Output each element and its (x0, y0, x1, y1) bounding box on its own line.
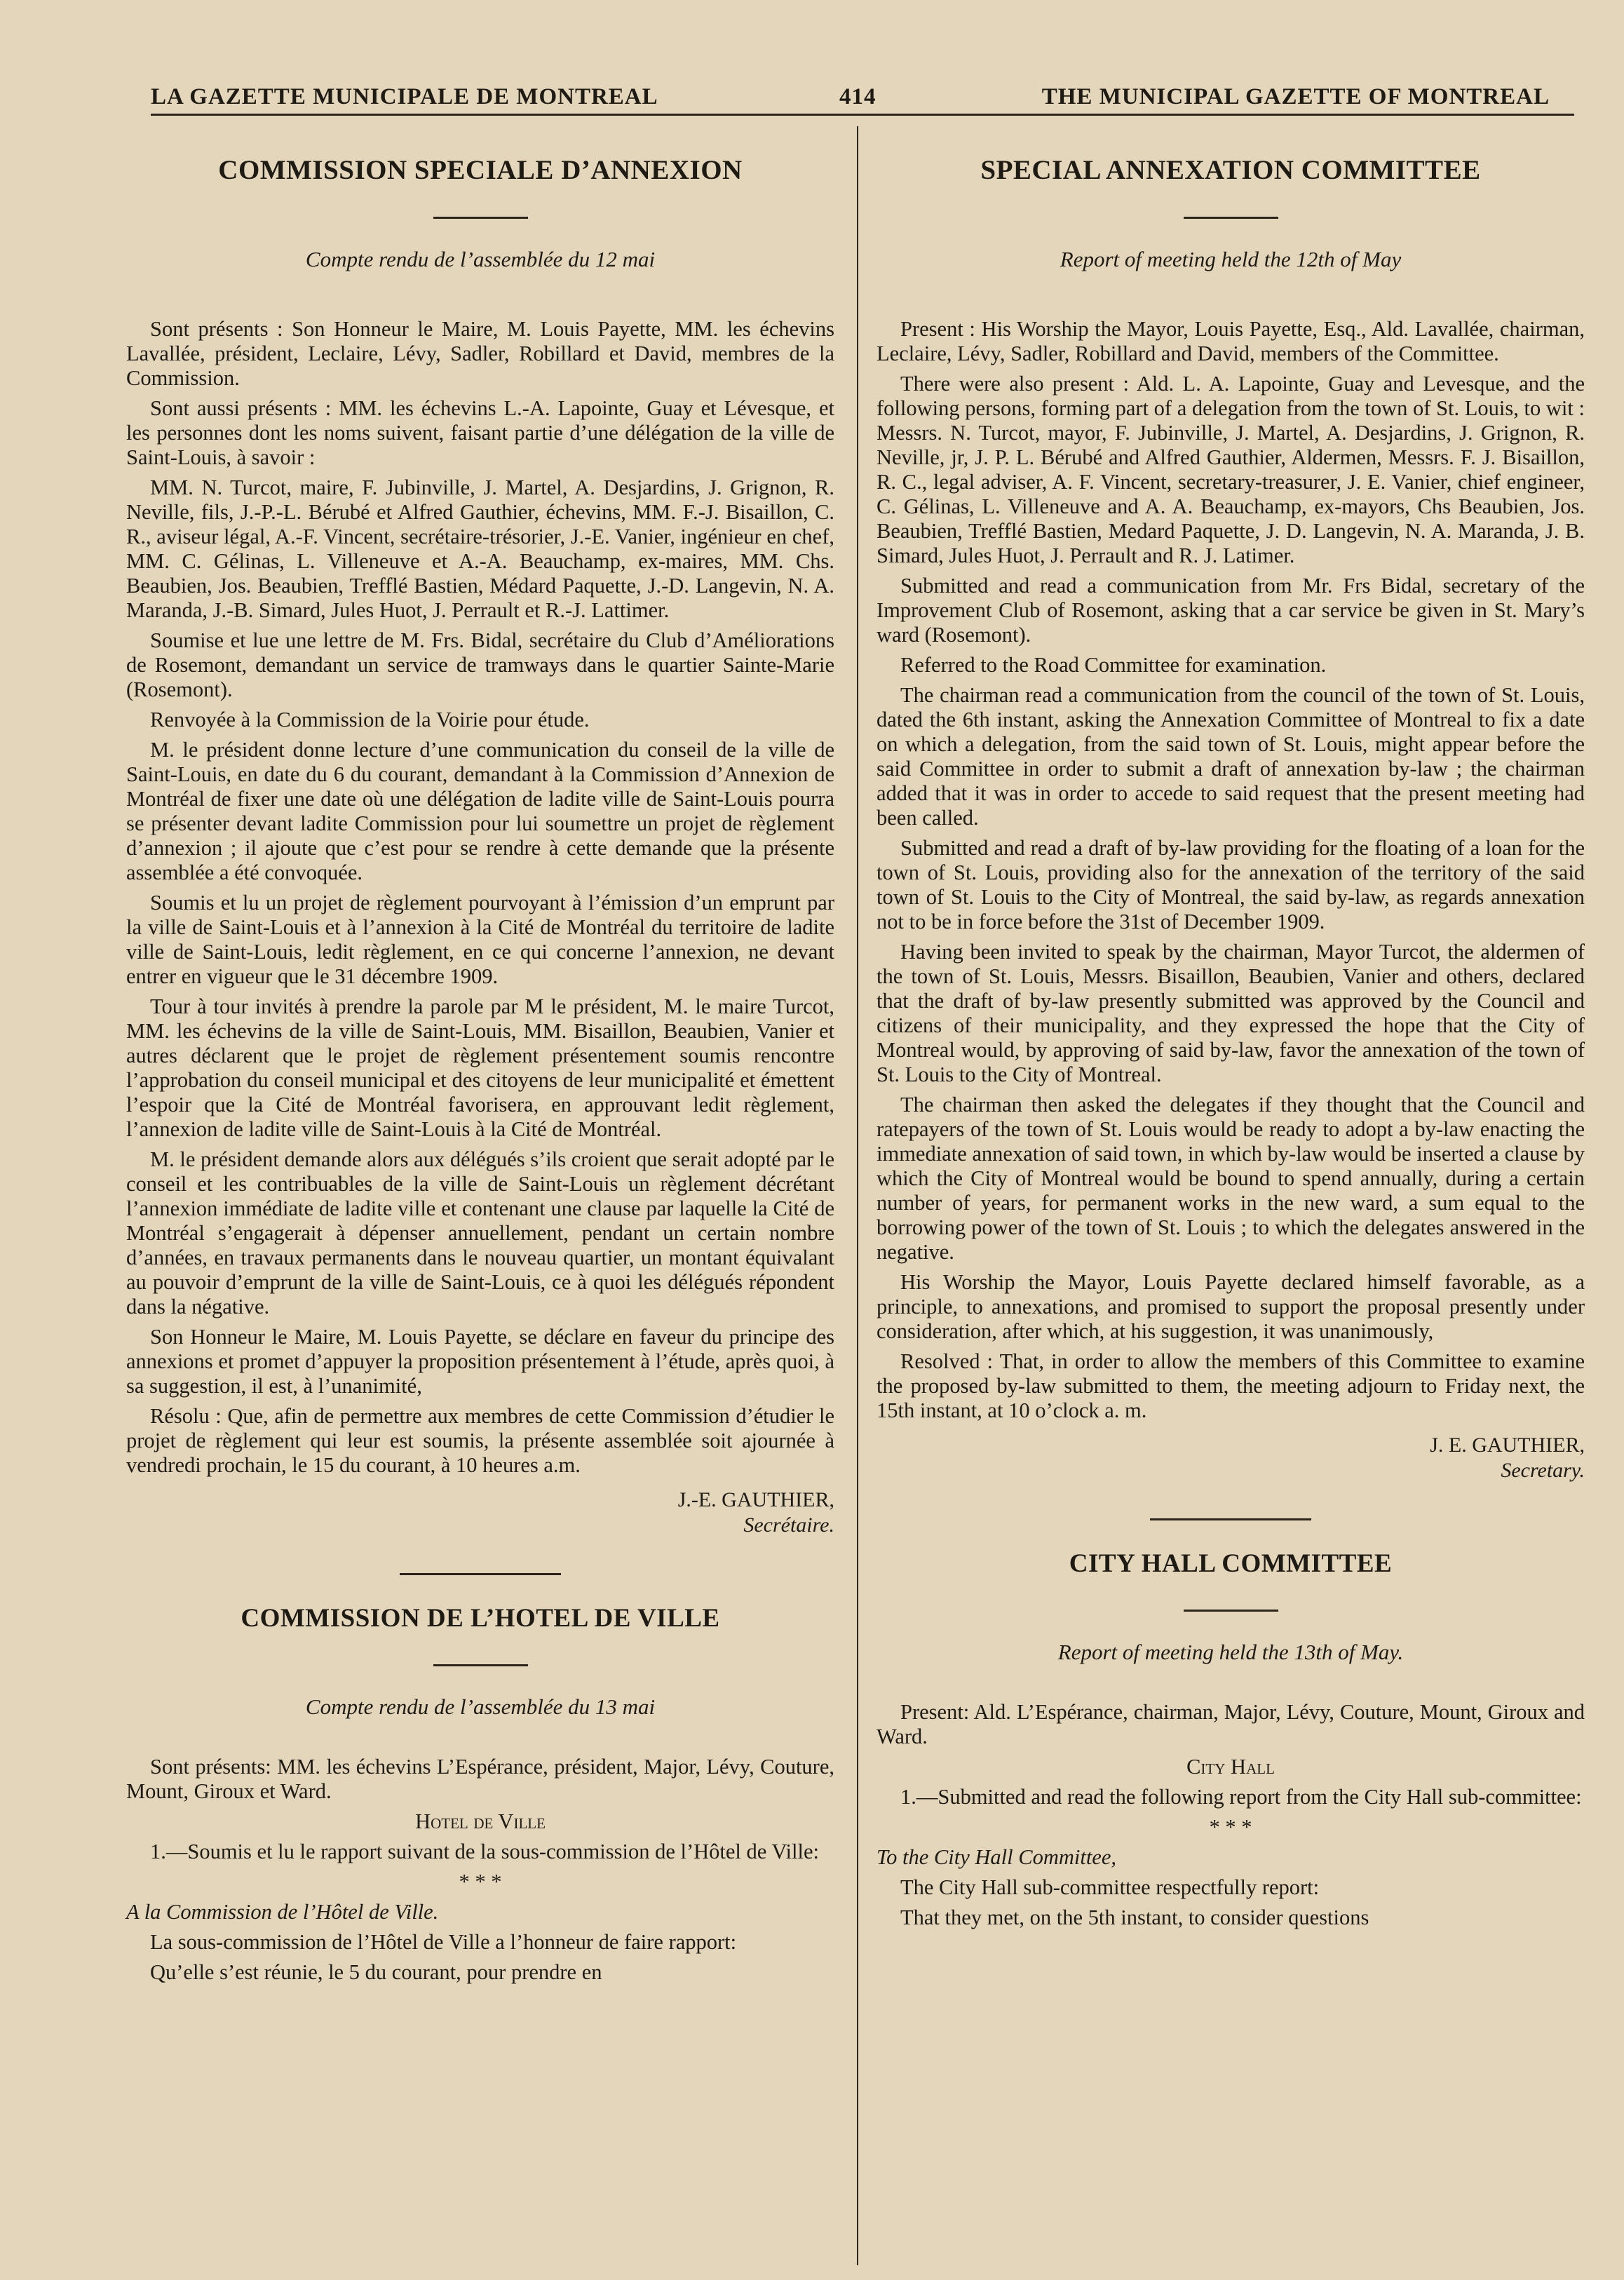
title-rule (1184, 217, 1278, 219)
paragraph: Tour à tour invités à prendre la parole par M le président, M. le maire Turcot, MM. les échevins de la ville de Saint-Louis, MM. Bisaillon, Beaubien, Vanier et autres déclarent que le projet de règlement présentement soumis rencontre l’approbation du conseil municipal et des citoyens de leur municipalité et émettent l’espoir que la Cité de Montréal favorisera, en approuvant ledit règlement, l’annexion de ladite ville de Saint-Louis à la Cité de Montréal. (126, 994, 834, 1141)
paragraph: Renvoyée à la Commission de la Voirie pour étude. (150, 708, 590, 731)
paragraph: Soumis et lu un projet de règlement pourvoyant à l’émission d’un emprunt par la ville de Saint-Louis et à l’annexion à la Cité de Montréal du territoire de ladite ville de Saint-Louis, ledit règlement, en ce qui concerne l’annexion, ne devant entrer en vigueur que le 31 décembre 1909. (126, 891, 834, 988)
paragraph: That they met, on the 5th instant, to consider questions (900, 1905, 1369, 1929)
section-subtitle: Report of meeting held the 12th of May (1060, 247, 1402, 271)
header-rule (151, 114, 1574, 116)
hotel-de-ville-section (126, 1603, 834, 1985)
paragraph: Soumise et lue une lettre de M. Frs. Bidal, secrétaire du Club d’Améliorations de Rosemont, demandant un service de tramways dans le quartier Sainte-Marie (Rosemont). (126, 628, 834, 701)
section-body (877, 317, 1585, 1423)
paragraph: His Worship the Mayor, Louis Payette declared himself favorable, as a principle, to annexations, and promised to support the proposal presently under consideration, after which, at his suggestion, it was unanimously, (877, 1270, 1585, 1343)
paragraph: Referred to the Road Committee for examination. (900, 653, 1327, 677)
header-french-title: LA GAZETTE MUNICIPALE DE MONTREAL (151, 84, 658, 109)
address-line: A la Commission de l’Hôtel de Ville. (126, 1900, 439, 1924)
paragraph: Son Honneur le Maire, M. Louis Payette, se déclare en faveur du principe des annexions et promet d’appuyer la proposition présentement à l’étude, après quoi, à sa suggestion, il est, à l’unanimité, (126, 1325, 834, 1398)
asterism: * * * (1209, 1815, 1252, 1839)
header-english-title: THE MUNICIPAL GAZETTE OF MONTREAL (1041, 84, 1550, 109)
paragraph: M. le président donne lecture d’une communication du conseil de la ville de Saint-Louis, en date du 6 du courant, demandant à la Commission d’Annexion de Montréal de fixer une date où une délégation de ladite ville de Saint-Louis pourra se présenter devant ladite Commission pour lui soumettre un projet de règlement d’annexion ; il ajoute que c’est pour se rendre à cette demande que la présente assemblée a été convoquée. (126, 738, 834, 884)
french-column (126, 140, 834, 1990)
resolution-paragraph: Résolu : Que, afin de permettre aux membres de cette Commission d’étudier le projet de règlement qui leur est soumis, la présente assemblée soit ajournée à vendredi prochain, le 15 du courant, à 10 heures a.m. (126, 1404, 834, 1477)
paragraph: Present: Ald. L’Espérance, chairman, Major, Lévy, Couture, Mount, Giroux and Ward. (877, 1700, 1585, 1748)
section-title: CITY HALL COMMITTEE (1069, 1549, 1393, 1578)
paragraph: 1.—Submitted and read the following report from the City Hall sub-committee: (900, 1785, 1582, 1809)
annexion-section (126, 154, 834, 1538)
paragraph: Sont présents : Son Honneur le Maire, M. Louis Payette, MM. les échevins Lavallée, président, Leclaire, Lévy, Sadler, Robillard et David, membres de la Commission. (126, 317, 834, 390)
section-title: SPECIAL ANNEXATION COMMITTEE (980, 155, 1481, 185)
paragraph: Submitted and read a draft of by-law providing for the floating of a loan for the town of St. Louis, providing also for the annexation of the territory of the said town of St. Louis to the City of Montreal, the said by-law, as regards annexation not to be in force before the 31st of December 1909. (877, 836, 1585, 933)
paragraph: Qu’elle s’est réunie, le 5 du courant, pour prendre en (150, 1960, 602, 1984)
section-title: COMMISSION SPECIALE D’ANNEXION (218, 155, 743, 185)
paragraph: The chairman then asked the delegates if they thought that the Council and ratepayers of the town of St. Louis would be ready to adopt a by-law enacting the immediate annexation of said town, in which by-law would be inserted a clause by which the City of Montreal would be bound to spend annually, during a certain number of years, for permanent works in the new ward, a sum equal to the borrowing power of the town of St. Louis ; to which the delegates answered in the negative. (877, 1093, 1585, 1264)
paragraph: There were also present : Ald. L. A. Lapointe, Guay and Levesque, and the following persons, forming part of a delegation from the town of St. Louis, to wit : Messrs. N. Turcot, mayor, F. Jubinville, J. Martel, A. Desjardins, J. Grignon, R. Neville, jr, J. P. L. Bérubé and Alfred Gauthier, Aldermen, Messrs. F. J. Bisaillon, R. C., legal adviser, A. F. Vincent, secretary-treasurer, J. E. Vanier, chief engineer, C. Gélinas, L. Villeneuve and A. A. Beauchamp, ex-mayors, Chs Beaubien, Jos. Beaubien, Trefflé Bastien, Medard Paquette, J. D. Langevin, N. A. Maranda, J. B. Simard, Jules Huot, J. Perrault and R. J. Latimer. (877, 372, 1585, 567)
title-rule (433, 217, 528, 219)
running-header (151, 79, 1550, 114)
section-subtitle: Report of meeting held the 13th of May. (1057, 1640, 1404, 1664)
section-subtitle: Compte rendu de l’assemblée du 12 mai (305, 247, 656, 271)
signature-name: J.-E. GAUTHIER, (677, 1488, 834, 1511)
title-rule (1184, 1610, 1278, 1612)
section-body (126, 1755, 834, 1985)
section-body (877, 1700, 1585, 1930)
city-hall-section (877, 1549, 1585, 1930)
english-column (877, 140, 1585, 1936)
subheading: City Hall (1186, 1755, 1275, 1779)
paragraph: Sont aussi présents : MM. les échevins L.-A. Lapointe, Guay et Lévesque, et les personnes dont les noms suivent, faisant partie d’une délégation de la ville de Saint-Louis, à savoir : (126, 396, 834, 469)
resolution-paragraph: Resolved : That, in order to allow the members of this Committee to examine the proposed by-law submitted to them, the meeting adjourn to Friday next, the 15th instant, at 10 o’clock a. m. (877, 1349, 1585, 1422)
paragraph: Present : His Worship the Mayor, Louis Payette, Esq., Ald. Lavallée, chairman, Leclaire, Lévy, Sadler, Robillard and David, members of the Committee. (877, 317, 1585, 365)
annexation-section (877, 154, 1585, 1483)
signature-role: Secrétaire. (743, 1513, 834, 1537)
paragraph: M. le président demande alors aux délégués s’ils croient que serait adopté par le conseil et les contribuables de la ville de Saint-Louis un règlement décrétant l’annexion immédiate de ladite ville et contenant une clause par laquelle la Cité de Montréal s’engagerait à dépenser annuellement, pendant un certain nombre d’années, en travaux permanents dans le nouveau quartier, un montant équivalant au pouvoir d’emprunt de la ville de Saint-Louis, ce à quoi les délégués répondent dans la négative. (126, 1147, 834, 1318)
paragraph: 1.—Soumis et lu le rapport suivant de la sous-commission de l’Hôtel de Ville: (150, 1840, 819, 1863)
signature-name: J. E. GAUTHIER, (1430, 1434, 1585, 1457)
asterism: * * * (459, 1870, 502, 1894)
address-line: To the City Hall Committee, (877, 1845, 1116, 1869)
paragraph: Sont présents: MM. les échevins L’Espérance, président, Major, Lévy, Couture, Mount, Giroux et Ward. (126, 1755, 834, 1803)
section-subtitle: Compte rendu de l’assemblée du 13 mai (305, 1694, 656, 1719)
title-rule (433, 1664, 528, 1666)
section-separator (1150, 1518, 1311, 1520)
section-body (126, 317, 834, 1478)
paragraph: Submitted and read a communication from Mr. Frs Bidal, secretary of the Improvement Club of Rosemont, asking that a car service be given in St. Mary’s ward (Rosemont). (877, 574, 1585, 647)
section-title: COMMISSION DE L’HOTEL DE VILLE (241, 1604, 720, 1633)
paragraph: MM. N. Turcot, maire, F. Jubinville, J. Martel, A. Desjardins, J. Grignon, R. Neville, fils, J.-P.-L. Bérubé et Alfred Gauthier, échevins, MM. F.-J. Bisaillon, C. R., aviseur légal, A.-F. Vincent, secrétaire-trésorier, J.-E. Vanier, ingénieur en chef, MM. C. Gélinas, L. Villeneuve et A.-A. Beauchamp, ex-maires, MM. Chs. Beaubien, Jos. Beaubien, Trefflé Bastien, Médard Paquette, J.-D. Langevin, N. A. Maranda, J.-B. Simard, Jules Huot, J. Perrault et R.-J. Lattimer. (126, 475, 834, 622)
subheading: Hotel de Ville (415, 1809, 546, 1833)
signature-role: Secretary. (1501, 1459, 1585, 1482)
column-divider (857, 126, 858, 2265)
paragraph: La sous-commission de l’Hôtel de Ville a l’honneur de faire rapport: (150, 1930, 737, 1954)
page-number: 414 (839, 84, 877, 109)
signature (126, 1488, 834, 1538)
section-separator (400, 1573, 561, 1575)
paragraph: The chairman read a communication from the council of the town of St. Louis, dated the 6th instant, asking the Annexation Committee of Montreal to fix a date on which a delegation, from the said town of St. Louis, might appear before the said Committee in order to submit a draft of annexation by-law ; the chairman added that it was in order to accede to said request that the present meeting had been called. (877, 683, 1585, 830)
signature (877, 1433, 1585, 1483)
paragraph: Having been invited to speak by the chairman, Mayor Turcot, the aldermen of the town of St. Louis, Messrs. Bisaillon, Beaubien, Vanier and others, declared that the draft of by-law presently submitted was approved by the Council and citizens of their municipality, and they expressed the hope that the City of Montreal would, by approving of said by-law, favor the annexation of the town of St. Louis to the City of Montreal. (877, 940, 1585, 1086)
paragraph: The City Hall sub-committee respectfully report: (900, 1875, 1320, 1899)
